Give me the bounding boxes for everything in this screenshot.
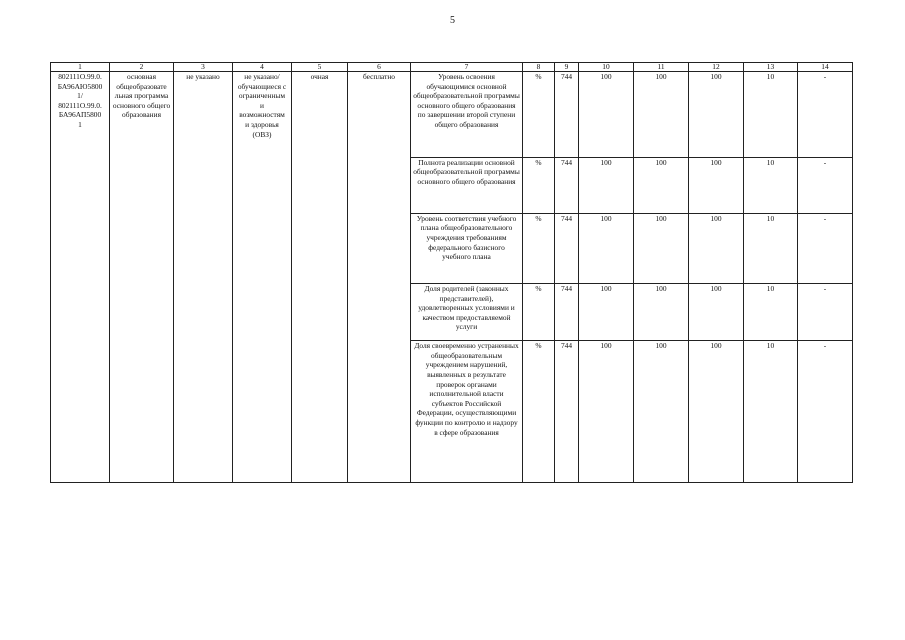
value-cell: 100 [579,72,634,158]
service-code-line: БА96АЮ5800 [57,81,103,91]
value-cell: - [798,157,853,213]
value-cell: 100 [689,284,744,341]
header-cell: 3 [174,63,233,72]
header-cell: 8 [523,63,555,72]
indicator-cell: Уровень освоения обучающимися основной общеобразовательной программы основного общего образования по завершении второй ступени общего образования [411,72,523,158]
value-cell: 100 [579,157,634,213]
header-cell: 9 [555,63,579,72]
unit-cell: % [523,284,555,341]
content-line: основная [127,72,156,81]
value-cell: 10 [744,213,798,283]
service-indicators-table [50,62,853,483]
content-line: общеобразоватe [116,81,167,91]
col3-cell: не указано [174,72,233,483]
value-cell: 100 [634,213,689,283]
value-cell: 100 [689,213,744,283]
page-number: 5 [450,15,455,26]
category-line: возможностям [239,110,285,120]
header-cell: 4 [233,63,292,72]
unit-cell: % [523,341,555,483]
category-line: и [260,100,264,110]
header-cell: 6 [348,63,411,72]
value-cell: 100 [689,341,744,483]
value-cell: 100 [634,341,689,483]
value-cell: 10 [744,341,798,483]
value-cell: 100 [634,157,689,213]
unit-cell: % [523,213,555,283]
value-cell: 100 [579,213,634,283]
category-line: и здоровья [245,119,279,129]
category-line: не указано/ [244,72,280,81]
service-code-line: 802111О.99.0. [58,100,102,110]
value-cell: 100 [634,72,689,158]
header-cell: 14 [798,63,853,72]
service-code-line: 802111О.99.0. [58,72,102,81]
value-cell: 10 [744,284,798,341]
value-cell: 100 [689,72,744,158]
header-cell: 1 [51,63,110,72]
header-cell: 7 [411,63,523,72]
category-line: ограниченным [238,91,286,101]
header-cell: 2 [110,63,174,72]
header-cell: 13 [744,63,798,72]
okei-cell: 744 [555,284,579,341]
value-cell: 10 [744,157,798,213]
okei-cell: 744 [555,213,579,283]
value-cell: 10 [744,72,798,158]
category-cell [233,72,292,483]
indicator-cell: Доля родителей (законных представителей), удовлетворенных условиями и качеством предоставляемой услуги [411,284,523,341]
content-line: льная программа [114,91,169,101]
service-code-line: 1 [78,119,82,129]
category-line: (ОВЗ) [252,129,272,139]
service-code-line: 1/ [77,91,83,101]
value-cell: 100 [634,284,689,341]
header-cell: 5 [292,63,348,72]
indicator-cell: Уровень соответствия учебного плана общеобразовательного учреждения требованиям федерального базисного учебного плана [411,213,523,283]
value-cell: - [798,341,853,483]
table-row [51,72,853,158]
value-cell: - [798,284,853,341]
category-line: обучающиеся с [237,81,287,91]
unit-cell: % [523,72,555,158]
value-cell: 100 [689,157,744,213]
okei-cell: 744 [555,157,579,213]
payment-cell: бесплатно [348,72,411,483]
form-cell: очная [292,72,348,483]
indicator-cell: Доля своевременно устраненных общеобразовательным учреждением нарушений, выявленных в результате проверок органами исполнительной власти субъектов Российской Федерации, осуществляющими функции по контролю и надзору в сфере образования [411,341,523,483]
value-cell: 100 [579,284,634,341]
unit-cell: % [523,157,555,213]
value-cell: - [798,72,853,158]
content-line: образования [122,110,161,120]
service-code-line: БА96АП5800 [58,110,102,120]
indicator-cell: Полнота реализации основной общеобразовательной программы основного общего образования [411,157,523,213]
value-cell: - [798,213,853,283]
value-cell: 100 [579,341,634,483]
service-content-cell [110,72,174,483]
header-cell: 10 [579,63,634,72]
header-cell: 11 [634,63,689,72]
service-code-cell [51,72,110,483]
content-line: основного общего [112,100,171,110]
header-cell: 12 [689,63,744,72]
header-row [51,63,853,72]
okei-cell: 744 [555,341,579,483]
okei-cell: 744 [555,72,579,158]
